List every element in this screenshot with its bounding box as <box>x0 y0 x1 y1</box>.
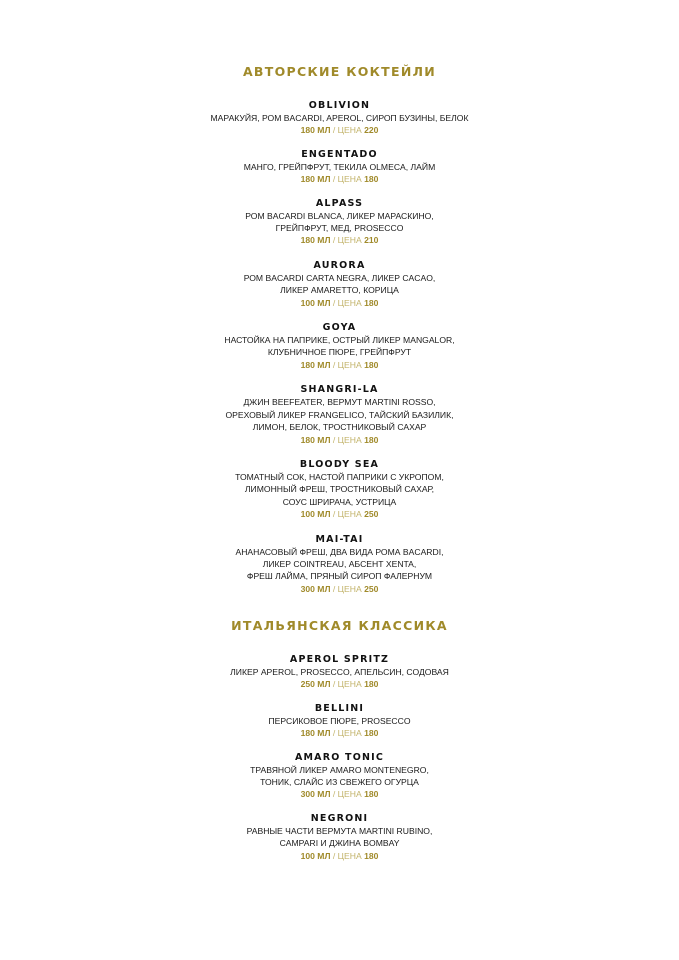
menu-item <box>0 260 679 309</box>
description-line: ПЕРСИКОВОЕ ПЮРЕ, PROSECCO <box>268 715 411 726</box>
section-italian-classics <box>0 618 679 862</box>
price-label: ЦЕНА <box>337 359 362 370</box>
section-signature-cocktails <box>0 64 679 595</box>
price-separator: / <box>332 850 336 861</box>
menu-item <box>0 703 679 740</box>
item-name: SHANGRI-LA <box>300 384 379 396</box>
item-price: 180 <box>364 174 379 185</box>
item-name: OBLIVION <box>308 100 371 111</box>
price-label: ЦЕНА <box>337 850 362 861</box>
item-name: NEGRONI <box>310 812 369 824</box>
price-label: ЦЕНА <box>337 235 362 246</box>
item-volume: 180 МЛ <box>300 174 331 185</box>
item-name: MAI-TAI <box>315 533 364 545</box>
price-label: ЦЕНА <box>337 434 362 445</box>
price-separator: / <box>332 583 336 594</box>
description-line: ЛИКЕР APEROL, PROSECCO, АПЕЛЬСИН, СОДОВАЯ <box>230 667 449 677</box>
item-price: 210 <box>364 235 379 246</box>
item-description <box>0 471 679 508</box>
description-line: ГРЕЙПФРУТ, МЕД, PROSECCO <box>275 223 404 234</box>
item-price-line <box>0 359 679 371</box>
section-title: АВТОРСКИЕ КОКТЕЙЛИ <box>242 64 437 79</box>
item-price: 180 <box>364 297 379 308</box>
price-label: ЦЕНА <box>337 125 362 136</box>
price-separator: / <box>332 174 336 185</box>
description-line: СОУС ШРИРАЧА, УСТРИЦА <box>282 496 397 507</box>
menu-item <box>0 149 679 186</box>
description-line: ТРАВЯНОЙ ЛИКЕР AMARO MONTENEGRO, <box>250 764 429 775</box>
item-name: BLOODY SEA <box>299 458 380 470</box>
price-separator: / <box>332 728 336 739</box>
description-line: CAMPARI И ДЖИНА BOMBAY <box>279 838 400 849</box>
cocktail-list <box>0 654 679 862</box>
item-price: 220 <box>364 125 379 136</box>
item-description <box>0 334 679 359</box>
item-volume: 180 МЛ <box>300 235 331 246</box>
description-line: РОМ BACARDI BLANCA, ЛИКЕР МАРАСКИНО, <box>245 210 434 221</box>
item-description <box>0 272 679 297</box>
item-description <box>0 396 679 433</box>
item-volume: 250 МЛ <box>300 679 331 690</box>
price-separator: / <box>332 434 336 445</box>
price-label: ЦЕНА <box>337 174 362 185</box>
item-price: 180 <box>364 434 379 445</box>
item-description <box>0 825 679 850</box>
item-price-line <box>0 678 679 690</box>
price-separator: / <box>332 235 336 246</box>
description-line: ФРЕШ ЛАЙМА, ПРЯНЫЙ СИРОП ФАЛЕРНУМ <box>246 571 433 582</box>
description-line: МАРАКУЙЯ, РОМ BACARDI, APEROL, СИРОП БУЗИНЫ, БЕЛОК <box>210 113 469 123</box>
price-separator: / <box>332 789 336 800</box>
price-label: ЦЕНА <box>337 789 362 800</box>
price-separator: / <box>332 509 336 520</box>
description-line: ЛИКЕР COINTREAU, АБСЕНТ XENTA, <box>262 558 417 569</box>
menu-item <box>0 384 679 446</box>
price-separator: / <box>332 359 336 370</box>
item-price: 180 <box>364 359 379 370</box>
item-price: 250 <box>364 583 379 594</box>
item-name: ENGENTADO <box>301 148 378 160</box>
item-price-line <box>0 508 679 520</box>
item-price-line <box>0 173 679 185</box>
item-name: AURORA <box>313 259 366 271</box>
item-name: GOYA <box>322 322 357 334</box>
item-price: 180 <box>364 789 379 800</box>
menu-item <box>0 100 679 137</box>
section-title: ИТАЛЬЯНСКАЯ КЛАССИКА <box>231 618 448 633</box>
menu-item <box>0 198 679 247</box>
menu-item <box>0 654 679 691</box>
item-volume: 100 МЛ <box>300 850 331 861</box>
description-line: МАНГО, ГРЕЙПФРУТ, ТЕКИЛА OLMECA, ЛАЙМ <box>243 161 436 172</box>
price-separator: / <box>332 297 336 308</box>
item-name: BELLINI <box>314 702 365 714</box>
item-price-line <box>0 434 679 446</box>
item-name: APEROL SPRITZ <box>289 654 390 665</box>
menu-item <box>0 813 679 862</box>
description-line: КЛУБНИЧНОЕ ПЮРЕ, ГРЕЙПФРУТ <box>267 347 412 358</box>
menu-item <box>0 322 679 371</box>
price-label: ЦЕНА <box>337 679 362 690</box>
menu-item <box>0 534 679 596</box>
item-price-line <box>0 727 679 739</box>
item-price-line <box>0 850 679 862</box>
cocktail-list <box>0 100 679 595</box>
description-line: РОМ BACARDI CARTA NEGRA, ЛИКЕР CACAO, <box>243 272 436 283</box>
item-price-line <box>0 583 679 595</box>
description-line: ЛИКЕР AMARETTO, КОРИЦА <box>280 285 399 296</box>
item-name: ALPASS <box>315 197 364 209</box>
price-separator: / <box>332 125 336 136</box>
price-label: ЦЕНА <box>337 583 362 594</box>
item-description <box>0 666 679 678</box>
item-description <box>0 546 679 583</box>
item-price: 250 <box>364 509 379 520</box>
item-description <box>0 715 679 727</box>
description-line: ДЖИН BEEFEATER, ВЕРМУТ MARTINI ROSSO, <box>243 397 436 408</box>
item-volume: 180 МЛ <box>300 125 331 136</box>
item-price: 180 <box>364 728 379 739</box>
description-line: НАСТОЙКА НА ПАПРИКЕ, ОСТРЫЙ ЛИКЕР MANGALOR, <box>224 335 455 346</box>
item-price-line <box>0 788 679 800</box>
item-volume: 300 МЛ <box>300 789 331 800</box>
item-volume: 180 МЛ <box>300 434 331 445</box>
price-label: ЦЕНА <box>337 509 362 520</box>
description-line: РАВНЫЕ ЧАСТИ ВЕРМУТА MARTINI RUBINO, <box>246 825 433 836</box>
item-volume: 180 МЛ <box>300 359 331 370</box>
item-price-line <box>0 297 679 309</box>
item-price: 180 <box>364 679 379 690</box>
description-line: ТОНИК, СЛАЙС ИЗ СВЕЖЕГО ОГУРЦА <box>260 777 419 788</box>
price-label: ЦЕНА <box>337 728 362 739</box>
menu-item <box>0 459 679 521</box>
description-line: ТОМАТНЫЙ СОК, НАСТОЙ ПАПРИКИ С УКРОПОМ, <box>235 471 444 482</box>
description-line: ЛИМОННЫЙ ФРЕШ, ТРОСТНИКОВЫЙ САХАР, <box>244 484 435 495</box>
item-description <box>0 161 679 173</box>
item-description <box>0 112 679 124</box>
item-volume: 180 МЛ <box>300 728 331 739</box>
menu-item <box>0 752 679 801</box>
item-description <box>0 764 679 789</box>
item-volume: 100 МЛ <box>300 297 331 308</box>
description-line: ОРЕХОВЫЙ ЛИКЕР FRANGELICO, ТАЙСКИЙ БАЗИЛИК, <box>225 409 454 420</box>
item-price-line <box>0 124 679 136</box>
item-description <box>0 210 679 235</box>
description-line: ЛИМОН, БЕЛОК, ТРОСТНИКОВЫЙ САХАР <box>252 422 427 433</box>
price-label: ЦЕНА <box>337 297 362 308</box>
item-price: 180 <box>364 850 379 861</box>
item-name: AMARO TONIC <box>294 751 385 763</box>
description-line: АНАНАСОВЫЙ ФРЕШ, ДВА ВИДА РОМА BACARDI, <box>235 546 444 557</box>
item-price-line <box>0 234 679 246</box>
item-volume: 300 МЛ <box>300 583 331 594</box>
price-separator: / <box>332 679 336 690</box>
item-volume: 100 МЛ <box>300 509 331 520</box>
